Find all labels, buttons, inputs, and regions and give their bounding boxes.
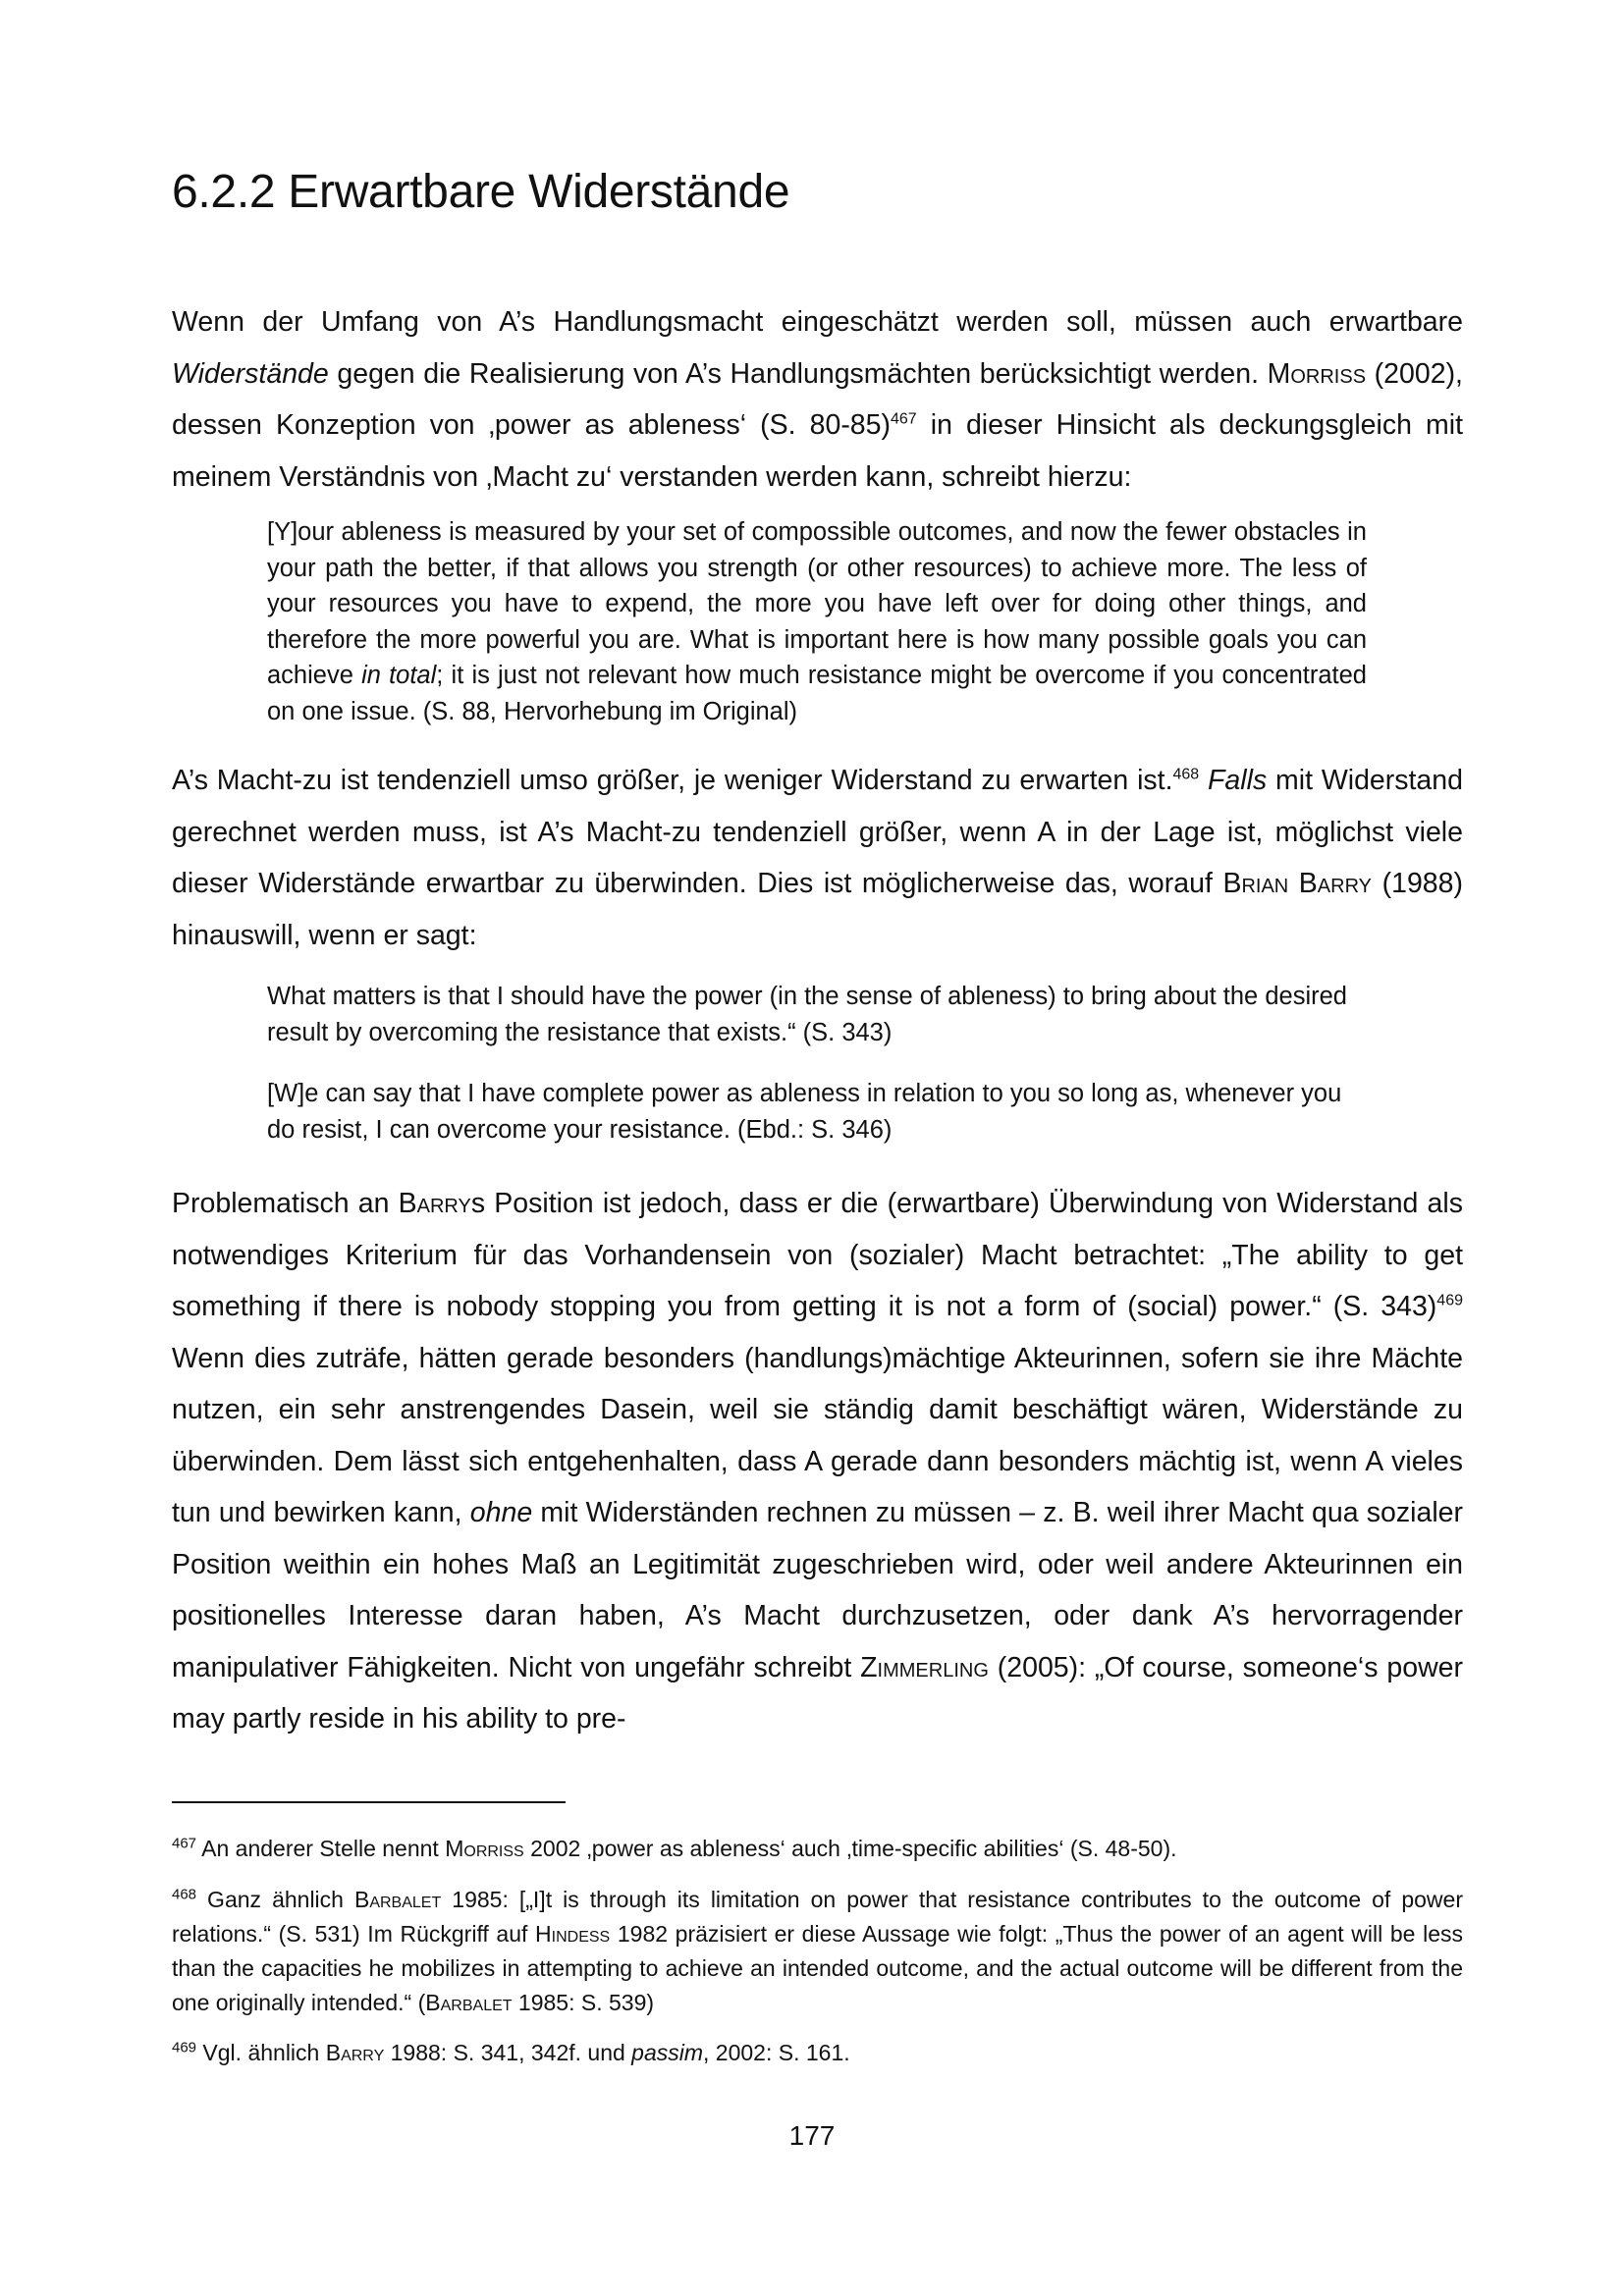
author-name: Morriss [1267,357,1367,390]
footnote-separator [172,1801,566,1803]
footnote-469: $^{469}$ Vgl. ähnlich Barry 1988: S. 341, 342f. und passim, 2002: S. 161. [172,2039,850,2065]
paragraph-1: Wenn der Umfang von A’s Handlungsmacht eingeschätzt werden soll, müssen auch erwartbare Widerstände gegen die Realisierung von A’s Handlungsmächten berücksichtigt werden. Morriss (2002), dessen Konzeption von ‚power as ableness‘ (S. 80-85)$^{467}$ in dieser Hinsicht als deckungsgleich mit meinem Verständnis von ‚Macht zu‘ verstanden werden kann, schreibt hierzu: [172,306,1463,493]
author-name: Zimmerling [860,1651,989,1683]
footnote-467: $^{467}$ An anderer Stelle nennt Morriss 2002 ‚power as ableness‘ auch ‚time-specific abilities‘ (S. 48-50). [172,1835,1177,1861]
emphasis: Widerstände [172,357,329,390]
paragraph-3: Problematisch an Barrys Position ist jedoch, dass er die (erwartbare) Überwindung von Widerstand als notwendiges Kriterium für das Vorhandensein von (sozialer) Macht betrachtet: „The ability to get something if there is nobody stopping you from getting it is not a form of (social) power.“ (S. 343)$^{469}$ Wenn dies zuträfe, hätten gerade besonders (handlungs)mächtige Akteurinnen, sofern sie ihre Mächte nutzen, ein sehr anstrengendes Dasein, weil sie ständig damit beschäftigt wären, Widerstände zu überwinden. Dem lässt sich entgehenhalten, dass A gerade dann besonders mächtig ist, wenn A vieles tun und bewirken kann, ohne mit Widerständen rechnen zu müssen – z. B. weil ihrer Macht qua sozialer Position weithin ein hohes Maß an Legitimität zugeschrieben wird, oder weil andere Akteurinnen ein positionelles Interesse daran haben, A’s Macht durchzusetzen, oder dank A’s hervorragender manipulativer Fähigkeiten. Nicht von ungefähr schreibt Zimmerling (2005): „Of course, someone‘s power may partly reside in his ability to pre- [172,1188,1464,1735]
block-quote-1: [Y]our ableness is measured by your set of compossible outcomes, and now the fewer obstacles in your path the better, if that allows you strength (or other resources) to achieve more. The less of your resources you have to expend, the more you have left over for doing other things, and therefore the more powerful you are. What is important here is how many possible goals you can achieve in total; it is just not relevant how much resistance might be overcome if you concentrated on one issue. (S. 88, Hervorhebung im Original) [267,518,1367,725]
paragraph-2: A’s Macht-zu ist tendenziell umso größer, je weniger Widerstand zu erwarten ist.$^{468}$ Falls mit Widerstand gerechnet werden muss, ist A’s Macht-zu tendenziell größer, wenn A in der Lage ist, möglichst viele dieser Widerstände erwartbar zu überwinden. Dies ist möglicherweise das, worauf Brian Barry (1988) hinauswill, wenn er sagt: [172,765,1463,951]
footnote-ref-467[interactable]: 467 [891,410,917,428]
section-heading: 6.2.2 Erwartbare Widerstände [172,166,790,218]
footnote-ref-469[interactable]: 469 [1436,1292,1463,1309]
footnote-468: $^{468}$ Ganz ähnlich Barbalet 1985: [„I]t is through its limitation on power that resistance contributes to the outcome of power relations.“ (S. 531) Im Rückgriff auf Hindess 1982 präzisiert er diese Aussage wie folgt: „Thus the power of an agent will be less than the capacities he mobilizes in attempting to achieve an intended outcome, and the actual outcome will be different from the one originally intended.“ (Barbalet 1985: S. 539) [172,1886,1463,2015]
block-quote-3: [W]e can say that I have complete power as ableness in relation to you so long as, whenever you do resist, I can overcome your resistance. (Ebd.: S. 346) [267,1080,1342,1144]
author-name: Brian Barry [1222,868,1373,899]
emphasis: Falls [1208,765,1268,796]
emphasis: ohne [469,1497,533,1528]
emphasis: in total [361,662,437,689]
page-number: 177 [788,2120,836,2151]
author-name: Barry [398,1188,471,1219]
footnote-ref-468[interactable]: 468 [1172,766,1200,783]
block-quote-2: What matters is that I should have the power (in the sense of ableness) to bring about the desired result by overcoming the resistance that exists.“ (S. 343) [267,983,1347,1046]
